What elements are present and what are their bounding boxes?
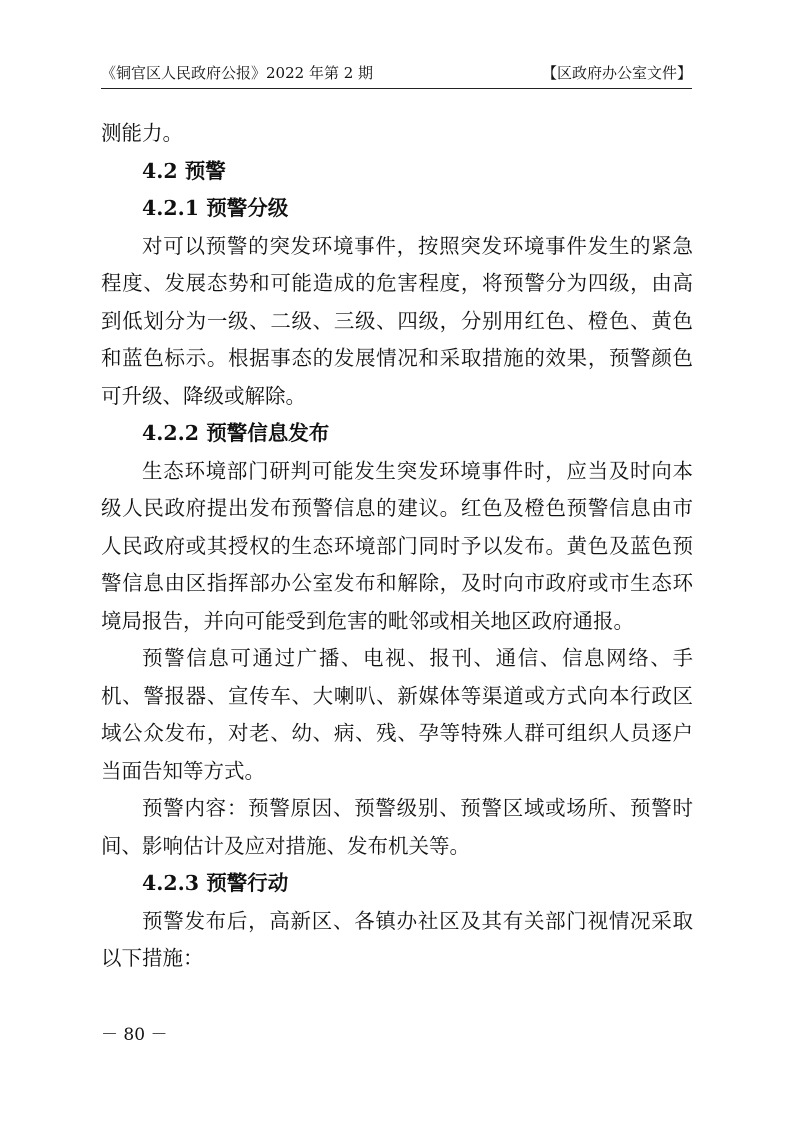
paragraph-warning-channels: 预警信息可通过广播、电视、报刊、通信、信息网络、手机、警报器、宣传车、大喇叭、新媒体等渠道或方式向本行政区域公众发布，对老、幼、病、残、孕等特殊人群可组织人员逐户当面告知等方式。 (101, 646, 693, 783)
section-heading-4-2-2: 4.2.2 预警信息发布 (142, 421, 330, 445)
paragraph-continued: 测能力。 (101, 121, 183, 145)
paragraph-warning-levels: 对可以预警的突发环境事件，按照突发环境事件发生的紧急程度、发展态势和可能造成的危害程度，将预警分为四级，由高到低划分为一级、二级、三级、四级，分别用红色、橙色、黄色和蓝色标示。根据事态的发展情况和采取措施的效果，预警颜色可升级、降级或解除。 (101, 233, 693, 408)
document-category: 【区政府办公室文件】 (541, 64, 692, 82)
page-number: － 80 － (101, 1025, 168, 1045)
paragraph-warning-content: 预警内容：预警原因、预警级别、预警区域或场所、预警时间、影响估计及应对措施、发布机关等。 (101, 796, 693, 858)
paragraph-warning-actions: 预警发布后，高新区、各镇办社区及其有关部门视情况采取以下措施： (101, 908, 693, 970)
running-header (101, 61, 692, 85)
section-heading-4-2: 4.2 预警 (142, 158, 226, 183)
paragraph-warning-release: 生态环境部门研判可能发生突发环境事件时，应当及时向本级人民政府提出发布预警信息的建议。红色及橙色预警信息由市人民政府或其授权的生态环境部门同时予以发布。黄色及蓝色预警信息由区指挥部办公室发布和解除，及时向市政府或市生态环境局报告，并向可能受到危害的毗邻或相关地区政府通报。 (101, 458, 693, 633)
page-body (101, 115, 693, 978)
publication-title: 《铜官区人民政府公报》2022 年第 2 期 (101, 64, 374, 82)
section-heading-4-2-3: 4.2.3 预警行动 (142, 871, 289, 895)
section-heading-4-2-1: 4.2.1 预警分级 (142, 196, 289, 220)
header-divider (101, 88, 692, 89)
